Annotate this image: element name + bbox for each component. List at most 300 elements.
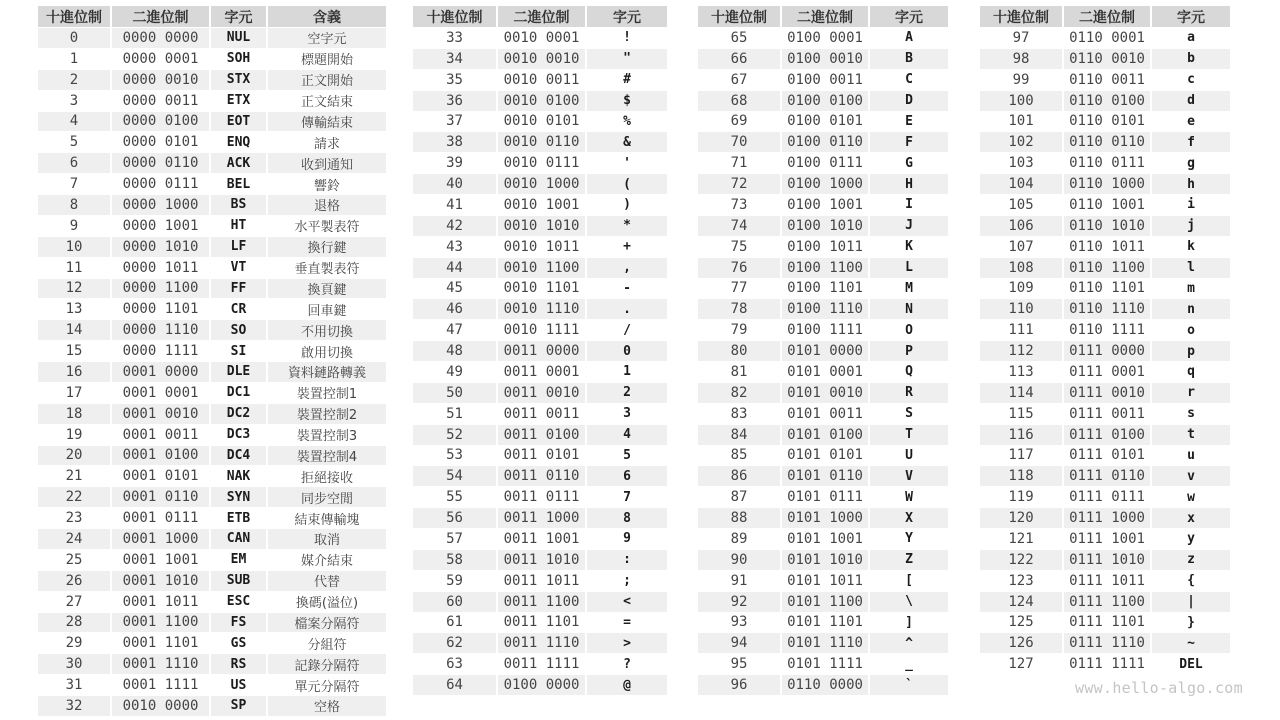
cell-char: /: [587, 320, 667, 341]
cell-binary: 0001 0010: [112, 404, 211, 425]
cell-binary: 0011 1110: [498, 633, 587, 654]
cell-decimal: 49: [413, 362, 498, 383]
cell-binary: 0010 0000: [112, 696, 211, 717]
cell-char: @: [587, 675, 667, 696]
table-row: [38, 592, 386, 613]
table-row: [413, 571, 667, 592]
table-row: [980, 613, 1230, 634]
cell-binary: 0101 1010: [782, 550, 870, 571]
cell-char: {: [1152, 571, 1230, 592]
cell-decimal: 6: [38, 153, 112, 174]
cell-binary: 0010 1000: [498, 174, 587, 195]
table-row: [980, 195, 1230, 216]
cell-meaning: 啟用切換: [268, 341, 386, 362]
table-row: [980, 258, 1230, 279]
table-row: [413, 258, 667, 279]
table-row: [38, 425, 386, 446]
cell-binary: 0000 0001: [112, 49, 211, 70]
cell-meaning: 空格: [268, 696, 386, 717]
table-row: [38, 299, 386, 320]
column-header-decimal: 十進位制: [980, 6, 1064, 28]
cell-binary: 0100 1010: [782, 216, 870, 237]
cell-meaning: 收到通知: [268, 153, 386, 174]
table-row: [980, 362, 1230, 383]
cell-binary: 0111 1011: [1064, 571, 1152, 592]
cell-binary: 0101 0111: [782, 487, 870, 508]
cell-decimal: 88: [698, 508, 782, 529]
cell-binary: 0110 1111: [1064, 320, 1152, 341]
table-row: [38, 49, 386, 70]
cell-binary: 0011 1101: [498, 613, 587, 634]
cell-binary: 0101 1000: [782, 508, 870, 529]
cell-meaning: 結束傳輸塊: [268, 508, 386, 529]
cell-decimal: 38: [413, 132, 498, 153]
cell-binary: 0110 1101: [1064, 279, 1152, 300]
table-row: [698, 279, 948, 300]
table-row: [698, 383, 948, 404]
cell-meaning: 水平製表符: [268, 216, 386, 237]
cell-decimal: 33: [413, 28, 498, 49]
cell-decimal: 82: [698, 383, 782, 404]
ascii-table-uppercase: [698, 6, 948, 696]
cell-char: Z: [870, 550, 948, 571]
header-row: [413, 6, 667, 28]
cell-char: E: [870, 112, 948, 133]
cell-decimal: 22: [38, 487, 112, 508]
cell-decimal: 126: [980, 633, 1064, 654]
cell-char: l: [1152, 258, 1230, 279]
cell-binary: 0001 0111: [112, 508, 211, 529]
cell-decimal: 17: [38, 383, 112, 404]
cell-decimal: 4: [38, 112, 112, 133]
cell-meaning: 取消: [268, 529, 386, 550]
cell-meaning: 資料鏈路轉義: [268, 362, 386, 383]
cell-decimal: 54: [413, 466, 498, 487]
cell-meaning: 換行鍵: [268, 237, 386, 258]
cell-decimal: 73: [698, 195, 782, 216]
table-row: [413, 466, 667, 487]
cell-char: }: [1152, 613, 1230, 634]
cell-char: NAK: [211, 466, 268, 487]
cell-binary: 0111 0000: [1064, 341, 1152, 362]
cell-char: r: [1152, 383, 1230, 404]
cell-binary: 0101 1001: [782, 529, 870, 550]
cell-meaning: 換頁鍵: [268, 279, 386, 300]
cell-char: P: [870, 341, 948, 362]
cell-char: k: [1152, 237, 1230, 258]
cell-char: DLE: [211, 362, 268, 383]
cell-char: #: [587, 70, 667, 91]
cell-char: f: [1152, 132, 1230, 153]
cell-decimal: 76: [698, 258, 782, 279]
table-row: [38, 70, 386, 91]
table-row: [698, 592, 948, 613]
cell-binary: 0000 0110: [112, 153, 211, 174]
cell-decimal: 11: [38, 258, 112, 279]
cell-decimal: 37: [413, 112, 498, 133]
table-row: [980, 571, 1230, 592]
cell-meaning: 正文結束: [268, 91, 386, 112]
cell-meaning: 回車鍵: [268, 299, 386, 320]
cell-char: 8: [587, 508, 667, 529]
cell-char: z: [1152, 550, 1230, 571]
cell-char: *: [587, 216, 667, 237]
cell-char: K: [870, 237, 948, 258]
table-row: [980, 383, 1230, 404]
cell-binary: 0110 0001: [1064, 28, 1152, 49]
cell-char: .: [587, 299, 667, 320]
table-row: [413, 216, 667, 237]
cell-decimal: 107: [980, 237, 1064, 258]
cell-char: 9: [587, 529, 667, 550]
cell-binary: 0011 0000: [498, 341, 587, 362]
cell-decimal: 97: [980, 28, 1064, 49]
cell-binary: 0010 0100: [498, 91, 587, 112]
cell-meaning: 請求: [268, 132, 386, 153]
cell-char: EM: [211, 550, 268, 571]
table-row: [38, 258, 386, 279]
cell-decimal: 53: [413, 446, 498, 467]
cell-decimal: 30: [38, 654, 112, 675]
cell-char: DC2: [211, 404, 268, 425]
table-row: [413, 633, 667, 654]
table-row: [698, 132, 948, 153]
cell-binary: 0101 0000: [782, 341, 870, 362]
cell-binary: 0101 0011: [782, 404, 870, 425]
cell-decimal: 71: [698, 153, 782, 174]
cell-decimal: 110: [980, 299, 1064, 320]
cell-decimal: 63: [413, 654, 498, 675]
table-row: [698, 195, 948, 216]
cell-decimal: 45: [413, 279, 498, 300]
table-row: [698, 153, 948, 174]
cell-char: N: [870, 299, 948, 320]
cell-decimal: 7: [38, 174, 112, 195]
table-row: [980, 216, 1230, 237]
cell-binary: 0000 1011: [112, 258, 211, 279]
cell-binary: 0111 1000: [1064, 508, 1152, 529]
cell-decimal: 43: [413, 237, 498, 258]
column-header-decimal: 十進位制: [38, 6, 112, 28]
table-row: [413, 174, 667, 195]
cell-binary: 0110 0110: [1064, 132, 1152, 153]
cell-decimal: 96: [698, 675, 782, 696]
cell-decimal: 83: [698, 404, 782, 425]
table-row: [38, 174, 386, 195]
cell-binary: 0100 1011: [782, 237, 870, 258]
cell-binary: 0001 1110: [112, 654, 211, 675]
cell-char: =: [587, 613, 667, 634]
table-row: [413, 613, 667, 634]
table-row: [698, 49, 948, 70]
cell-decimal: 108: [980, 258, 1064, 279]
cell-meaning: 裝置控制2: [268, 404, 386, 425]
cell-decimal: 116: [980, 425, 1064, 446]
cell-char: ^: [870, 633, 948, 654]
table-row: [413, 341, 667, 362]
cell-char: ;: [587, 571, 667, 592]
cell-char: (: [587, 174, 667, 195]
cell-char: DC3: [211, 425, 268, 446]
table-row: [698, 446, 948, 467]
cell-decimal: 77: [698, 279, 782, 300]
cell-char: j: [1152, 216, 1230, 237]
table-row: [413, 425, 667, 446]
table-row: [413, 279, 667, 300]
cell-decimal: 93: [698, 613, 782, 634]
cell-char: 0: [587, 341, 667, 362]
cell-binary: 0111 0001: [1064, 362, 1152, 383]
cell-decimal: 67: [698, 70, 782, 91]
table-row: [980, 425, 1230, 446]
cell-decimal: 35: [413, 70, 498, 91]
table-row: [698, 341, 948, 362]
cell-binary: 0101 1110: [782, 633, 870, 654]
table-row: [38, 529, 386, 550]
cell-char: X: [870, 508, 948, 529]
cell-char: W: [870, 487, 948, 508]
cell-char: F: [870, 132, 948, 153]
cell-binary: 0110 1001: [1064, 195, 1152, 216]
cell-binary: 0110 1011: [1064, 237, 1152, 258]
cell-decimal: 60: [413, 592, 498, 613]
cell-binary: 0111 0110: [1064, 466, 1152, 487]
table-row: [38, 654, 386, 675]
cell-char: t: [1152, 425, 1230, 446]
cell-decimal: 14: [38, 320, 112, 341]
cell-decimal: 5: [38, 132, 112, 153]
cell-char: h: [1152, 174, 1230, 195]
table-row: [38, 675, 386, 696]
cell-meaning: 同步空閒: [268, 487, 386, 508]
table-row: [38, 633, 386, 654]
cell-decimal: 25: [38, 550, 112, 571]
cell-decimal: 109: [980, 279, 1064, 300]
cell-meaning: 分組符: [268, 633, 386, 654]
cell-char: ETX: [211, 91, 268, 112]
cell-binary: 0111 1111: [1064, 654, 1152, 675]
cell-char: >: [587, 633, 667, 654]
cell-binary: 0101 0101: [782, 446, 870, 467]
cell-binary: 0111 0101: [1064, 446, 1152, 467]
cell-binary: 0011 1010: [498, 550, 587, 571]
cell-char: O: [870, 320, 948, 341]
cell-char: +: [587, 237, 667, 258]
cell-char: ]: [870, 613, 948, 634]
cell-decimal: 44: [413, 258, 498, 279]
cell-char: g: [1152, 153, 1230, 174]
cell-meaning: 不用切換: [268, 320, 386, 341]
cell-decimal: 106: [980, 216, 1064, 237]
cell-decimal: 24: [38, 529, 112, 550]
cell-decimal: 111: [980, 320, 1064, 341]
cell-decimal: 92: [698, 592, 782, 613]
cell-binary: 0001 1101: [112, 633, 211, 654]
header-row: [38, 6, 386, 28]
cell-decimal: 80: [698, 341, 782, 362]
table-row: [38, 279, 386, 300]
cell-binary: 0100 1100: [782, 258, 870, 279]
cell-char: \: [870, 592, 948, 613]
cell-binary: 0000 0010: [112, 70, 211, 91]
table-row: [698, 112, 948, 133]
cell-binary: 0111 1100: [1064, 592, 1152, 613]
cell-char: ?: [587, 654, 667, 675]
table-row: [38, 341, 386, 362]
header-row: [698, 6, 948, 28]
cell-char: BEL: [211, 174, 268, 195]
cell-char: 7: [587, 487, 667, 508]
table-row: [980, 592, 1230, 613]
cell-char: ACK: [211, 153, 268, 174]
cell-decimal: 12: [38, 279, 112, 300]
cell-binary: 0100 0111: [782, 153, 870, 174]
cell-decimal: 0: [38, 28, 112, 49]
cell-decimal: 55: [413, 487, 498, 508]
cell-meaning: 記錄分隔符: [268, 654, 386, 675]
table-row: [980, 654, 1230, 675]
table-row: [38, 466, 386, 487]
table-row: [980, 174, 1230, 195]
cell-decimal: 23: [38, 508, 112, 529]
table-row: [38, 613, 386, 634]
table-row: [980, 550, 1230, 571]
column-header-meaning: 含義: [268, 6, 386, 28]
cell-decimal: 39: [413, 153, 498, 174]
cell-binary: 0011 0111: [498, 487, 587, 508]
cell-binary: 0100 0001: [782, 28, 870, 49]
table-row: [413, 28, 667, 49]
table-row: [413, 362, 667, 383]
cell-binary: 0100 1001: [782, 195, 870, 216]
table-row: [980, 508, 1230, 529]
cell-binary: 0000 1101: [112, 299, 211, 320]
table-row: [698, 654, 948, 675]
cell-decimal: 118: [980, 466, 1064, 487]
cell-decimal: 51: [413, 404, 498, 425]
table-row: [38, 404, 386, 425]
cell-decimal: 98: [980, 49, 1064, 70]
cell-meaning: 傳輸結束: [268, 112, 386, 133]
table-row: [413, 550, 667, 571]
table-row: [698, 362, 948, 383]
cell-char: ): [587, 195, 667, 216]
cell-binary: 0011 1000: [498, 508, 587, 529]
cell-char: ': [587, 153, 667, 174]
watermark-text: www.hello-algo.com: [1075, 679, 1243, 697]
cell-char: 4: [587, 425, 667, 446]
cell-binary: 0010 0010: [498, 49, 587, 70]
cell-char: Y: [870, 529, 948, 550]
table-row: [698, 466, 948, 487]
table-row: [698, 633, 948, 654]
cell-char: SYN: [211, 487, 268, 508]
cell-char: SI: [211, 341, 268, 362]
cell-binary: 0110 1000: [1064, 174, 1152, 195]
cell-meaning: 裝置控制3: [268, 425, 386, 446]
table-row: [413, 195, 667, 216]
cell-char: EOT: [211, 112, 268, 133]
cell-char: C: [870, 70, 948, 91]
cell-binary: 0001 0100: [112, 446, 211, 467]
cell-meaning: 媒介結束: [268, 550, 386, 571]
cell-binary: 0110 0000: [782, 675, 870, 696]
cell-meaning: 裝置控制4: [268, 446, 386, 467]
cell-binary: 0000 1010: [112, 237, 211, 258]
cell-char: ENQ: [211, 132, 268, 153]
cell-char: d: [1152, 91, 1230, 112]
table-row: [698, 487, 948, 508]
cell-char: DC1: [211, 383, 268, 404]
cell-decimal: 99: [980, 70, 1064, 91]
column-header-char: 字元: [587, 6, 667, 28]
cell-decimal: 114: [980, 383, 1064, 404]
cell-binary: 0111 0111: [1064, 487, 1152, 508]
cell-char: R: [870, 383, 948, 404]
cell-decimal: 125: [980, 613, 1064, 634]
cell-decimal: 66: [698, 49, 782, 70]
cell-decimal: 57: [413, 529, 498, 550]
table-row: [980, 446, 1230, 467]
cell-meaning: 退格: [268, 195, 386, 216]
cell-char: DC4: [211, 446, 268, 467]
cell-decimal: 31: [38, 675, 112, 696]
table-row: [698, 28, 948, 49]
table-row: [980, 70, 1230, 91]
cell-char: m: [1152, 279, 1230, 300]
cell-meaning: 裝置控制1: [268, 383, 386, 404]
cell-char: b: [1152, 49, 1230, 70]
column-header-char: 字元: [1152, 6, 1230, 28]
cell-binary: 0100 1101: [782, 279, 870, 300]
table-row: [38, 446, 386, 467]
table-row: [698, 258, 948, 279]
cell-decimal: 123: [980, 571, 1064, 592]
table-row: [698, 216, 948, 237]
cell-char: U: [870, 446, 948, 467]
cell-decimal: 94: [698, 633, 782, 654]
table-row: [698, 550, 948, 571]
cell-char: HT: [211, 216, 268, 237]
cell-binary: 0011 1001: [498, 529, 587, 550]
column-header-binary: 二進位制: [782, 6, 870, 28]
table-row: [980, 279, 1230, 300]
column-header-char: 字元: [870, 6, 948, 28]
cell-decimal: 56: [413, 508, 498, 529]
table-row: [980, 404, 1230, 425]
cell-decimal: 28: [38, 613, 112, 634]
table-row: [413, 237, 667, 258]
cell-binary: 0000 0011: [112, 91, 211, 112]
cell-binary: 0010 1011: [498, 237, 587, 258]
cell-decimal: 18: [38, 404, 112, 425]
cell-binary: 0010 1101: [498, 279, 587, 300]
cell-decimal: 121: [980, 529, 1064, 550]
cell-char: <: [587, 592, 667, 613]
cell-meaning: 空字元: [268, 28, 386, 49]
cell-binary: 0001 1011: [112, 592, 211, 613]
cell-char: CAN: [211, 529, 268, 550]
cell-decimal: 41: [413, 195, 498, 216]
cell-binary: 0100 0101: [782, 112, 870, 133]
cell-decimal: 87: [698, 487, 782, 508]
cell-char: 1: [587, 362, 667, 383]
cell-decimal: 115: [980, 404, 1064, 425]
cell-decimal: 50: [413, 383, 498, 404]
cell-binary: 0000 0100: [112, 112, 211, 133]
cell-decimal: 16: [38, 362, 112, 383]
table-row: [980, 466, 1230, 487]
